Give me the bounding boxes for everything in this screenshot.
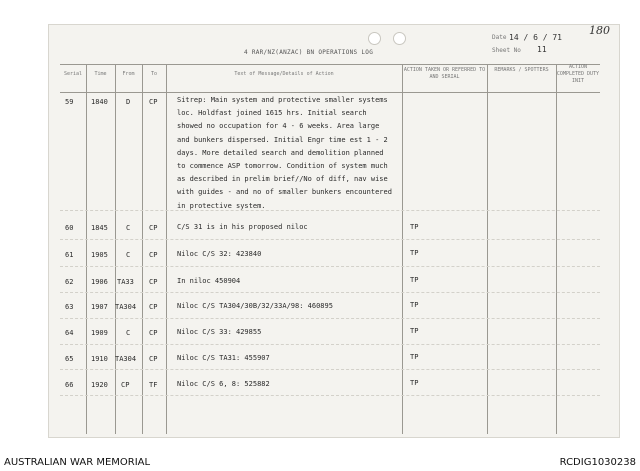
row-divider	[60, 369, 600, 370]
row-from: TA304	[115, 303, 137, 311]
row-divider	[60, 344, 600, 345]
row-time: 1907	[91, 303, 108, 311]
row-to: CP	[149, 251, 158, 259]
row-action: TP	[410, 276, 419, 284]
sheet-number: 11	[537, 45, 547, 54]
row-time: 1909	[91, 329, 108, 337]
row-divider	[60, 395, 600, 396]
punch-hole	[368, 32, 381, 45]
column-header-message: Text of Message/Details of Action	[234, 71, 334, 77]
column-divider	[115, 64, 116, 434]
row-message: Niloc C/S TA304/30B/32/33A/98: 460895	[177, 302, 333, 310]
punch-hole	[393, 32, 406, 45]
row-serial: 62	[65, 278, 74, 286]
row-message: Niloc C/S 32: 423840	[177, 250, 262, 258]
row-action: TP	[410, 379, 419, 387]
row-to: CP	[149, 303, 158, 311]
date-label: Date	[492, 34, 507, 41]
row-time: 1906	[91, 278, 108, 286]
row-action: TP	[410, 353, 419, 361]
row-time: 1920	[91, 381, 108, 389]
message-line: loc. Holdfast joined 1615 hrs. Initial search	[177, 109, 367, 118]
row-from: TA304	[115, 355, 137, 363]
row-serial: 66	[65, 381, 74, 389]
row-action: TP	[410, 249, 419, 257]
row-to: CP	[149, 224, 158, 232]
message-line: in protective system.	[177, 201, 266, 210]
row-serial: 60	[65, 224, 74, 232]
column-header-action-taken: ACTION TAKEN OR REFERRED TO AND SERIAL	[403, 67, 486, 80]
column-divider	[556, 64, 557, 434]
message-line: showed no occupation for 4 - 6 weeks. Area large	[177, 122, 380, 131]
column-header-from: From	[122, 71, 135, 77]
row-serial: 64	[65, 329, 74, 337]
row-message	[177, 94, 392, 213]
date-value: 14 / 6 / 71	[509, 33, 562, 42]
row-time: 1905	[91, 251, 108, 259]
archive-credit: AUSTRALIAN WAR MEMORIAL	[4, 457, 151, 468]
row-from: C	[126, 224, 131, 232]
log-sheet	[48, 24, 620, 438]
row-to: TF	[149, 381, 158, 389]
row-action: TP	[410, 301, 419, 309]
row-message: C/S 31 is in his proposed niloc	[177, 223, 308, 231]
table-top-rule	[60, 64, 600, 65]
row-divider	[60, 266, 600, 267]
column-header-action-completed: ACTION COMPLETED DUTY INIT	[556, 64, 600, 84]
row-time: 1910	[91, 355, 108, 363]
message-line: days. More detailed search and demolition planned	[177, 148, 384, 157]
message-line: with guides - and no of smaller bunkers encountered	[177, 188, 392, 197]
row-serial: 61	[65, 251, 74, 259]
document-reference: RCDIG1030238	[559, 457, 636, 468]
column-divider	[487, 64, 488, 434]
row-serial: 59	[65, 98, 74, 106]
row-from: D	[126, 98, 131, 106]
row-from: C	[126, 251, 131, 259]
row-to: CP	[149, 98, 158, 106]
column-header-to: To	[150, 71, 158, 77]
sheet-label: Sheet No	[492, 47, 521, 54]
column-header-time: Time	[94, 71, 107, 77]
folio-number: 180	[589, 24, 610, 37]
row-message: In niloc 450904	[177, 277, 241, 285]
row-message: Niloc C/S 6, 8: 525882	[177, 380, 270, 388]
row-divider	[60, 318, 600, 319]
row-to: CP	[149, 278, 158, 286]
row-time: 1845	[91, 224, 108, 232]
message-line: Sitrep: Main system and protective smaller systems	[177, 96, 388, 104]
row-divider	[60, 292, 600, 293]
row-message: Niloc C/S 33: 429855	[177, 328, 262, 336]
column-divider	[142, 64, 143, 434]
column-divider	[402, 64, 403, 434]
column-header-serial: Serial	[63, 71, 83, 77]
row-from: C	[126, 329, 131, 337]
row-divider	[60, 239, 600, 240]
row-to: CP	[149, 329, 158, 337]
row-from: TA33	[117, 278, 134, 286]
page-title: 4 RAR/NZ(ANZAC) BN OPERATIONS LOG	[244, 49, 374, 56]
column-divider	[166, 64, 167, 434]
header-bottom-rule	[60, 92, 600, 93]
row-action: TP	[410, 327, 419, 335]
column-divider	[86, 64, 87, 434]
row-serial: 63	[65, 303, 74, 311]
column-header-remarks: REMARKS / SPOTTERS	[494, 67, 549, 73]
row-message: Niloc C/S TA31: 455907	[177, 354, 270, 362]
message-line: and bunkers dispersed. Initial Engr time est 1 - 2	[177, 135, 388, 144]
row-from: CP	[121, 381, 130, 389]
row-time: 1840	[91, 98, 108, 106]
row-to: CP	[149, 355, 158, 363]
message-line: as described in prelim brief//No of diff, nav wise	[177, 175, 388, 184]
row-action: TP	[410, 223, 419, 231]
message-line: to commence ASP tomorrow. Condition of system much	[177, 162, 388, 171]
row-serial: 65	[65, 355, 74, 363]
